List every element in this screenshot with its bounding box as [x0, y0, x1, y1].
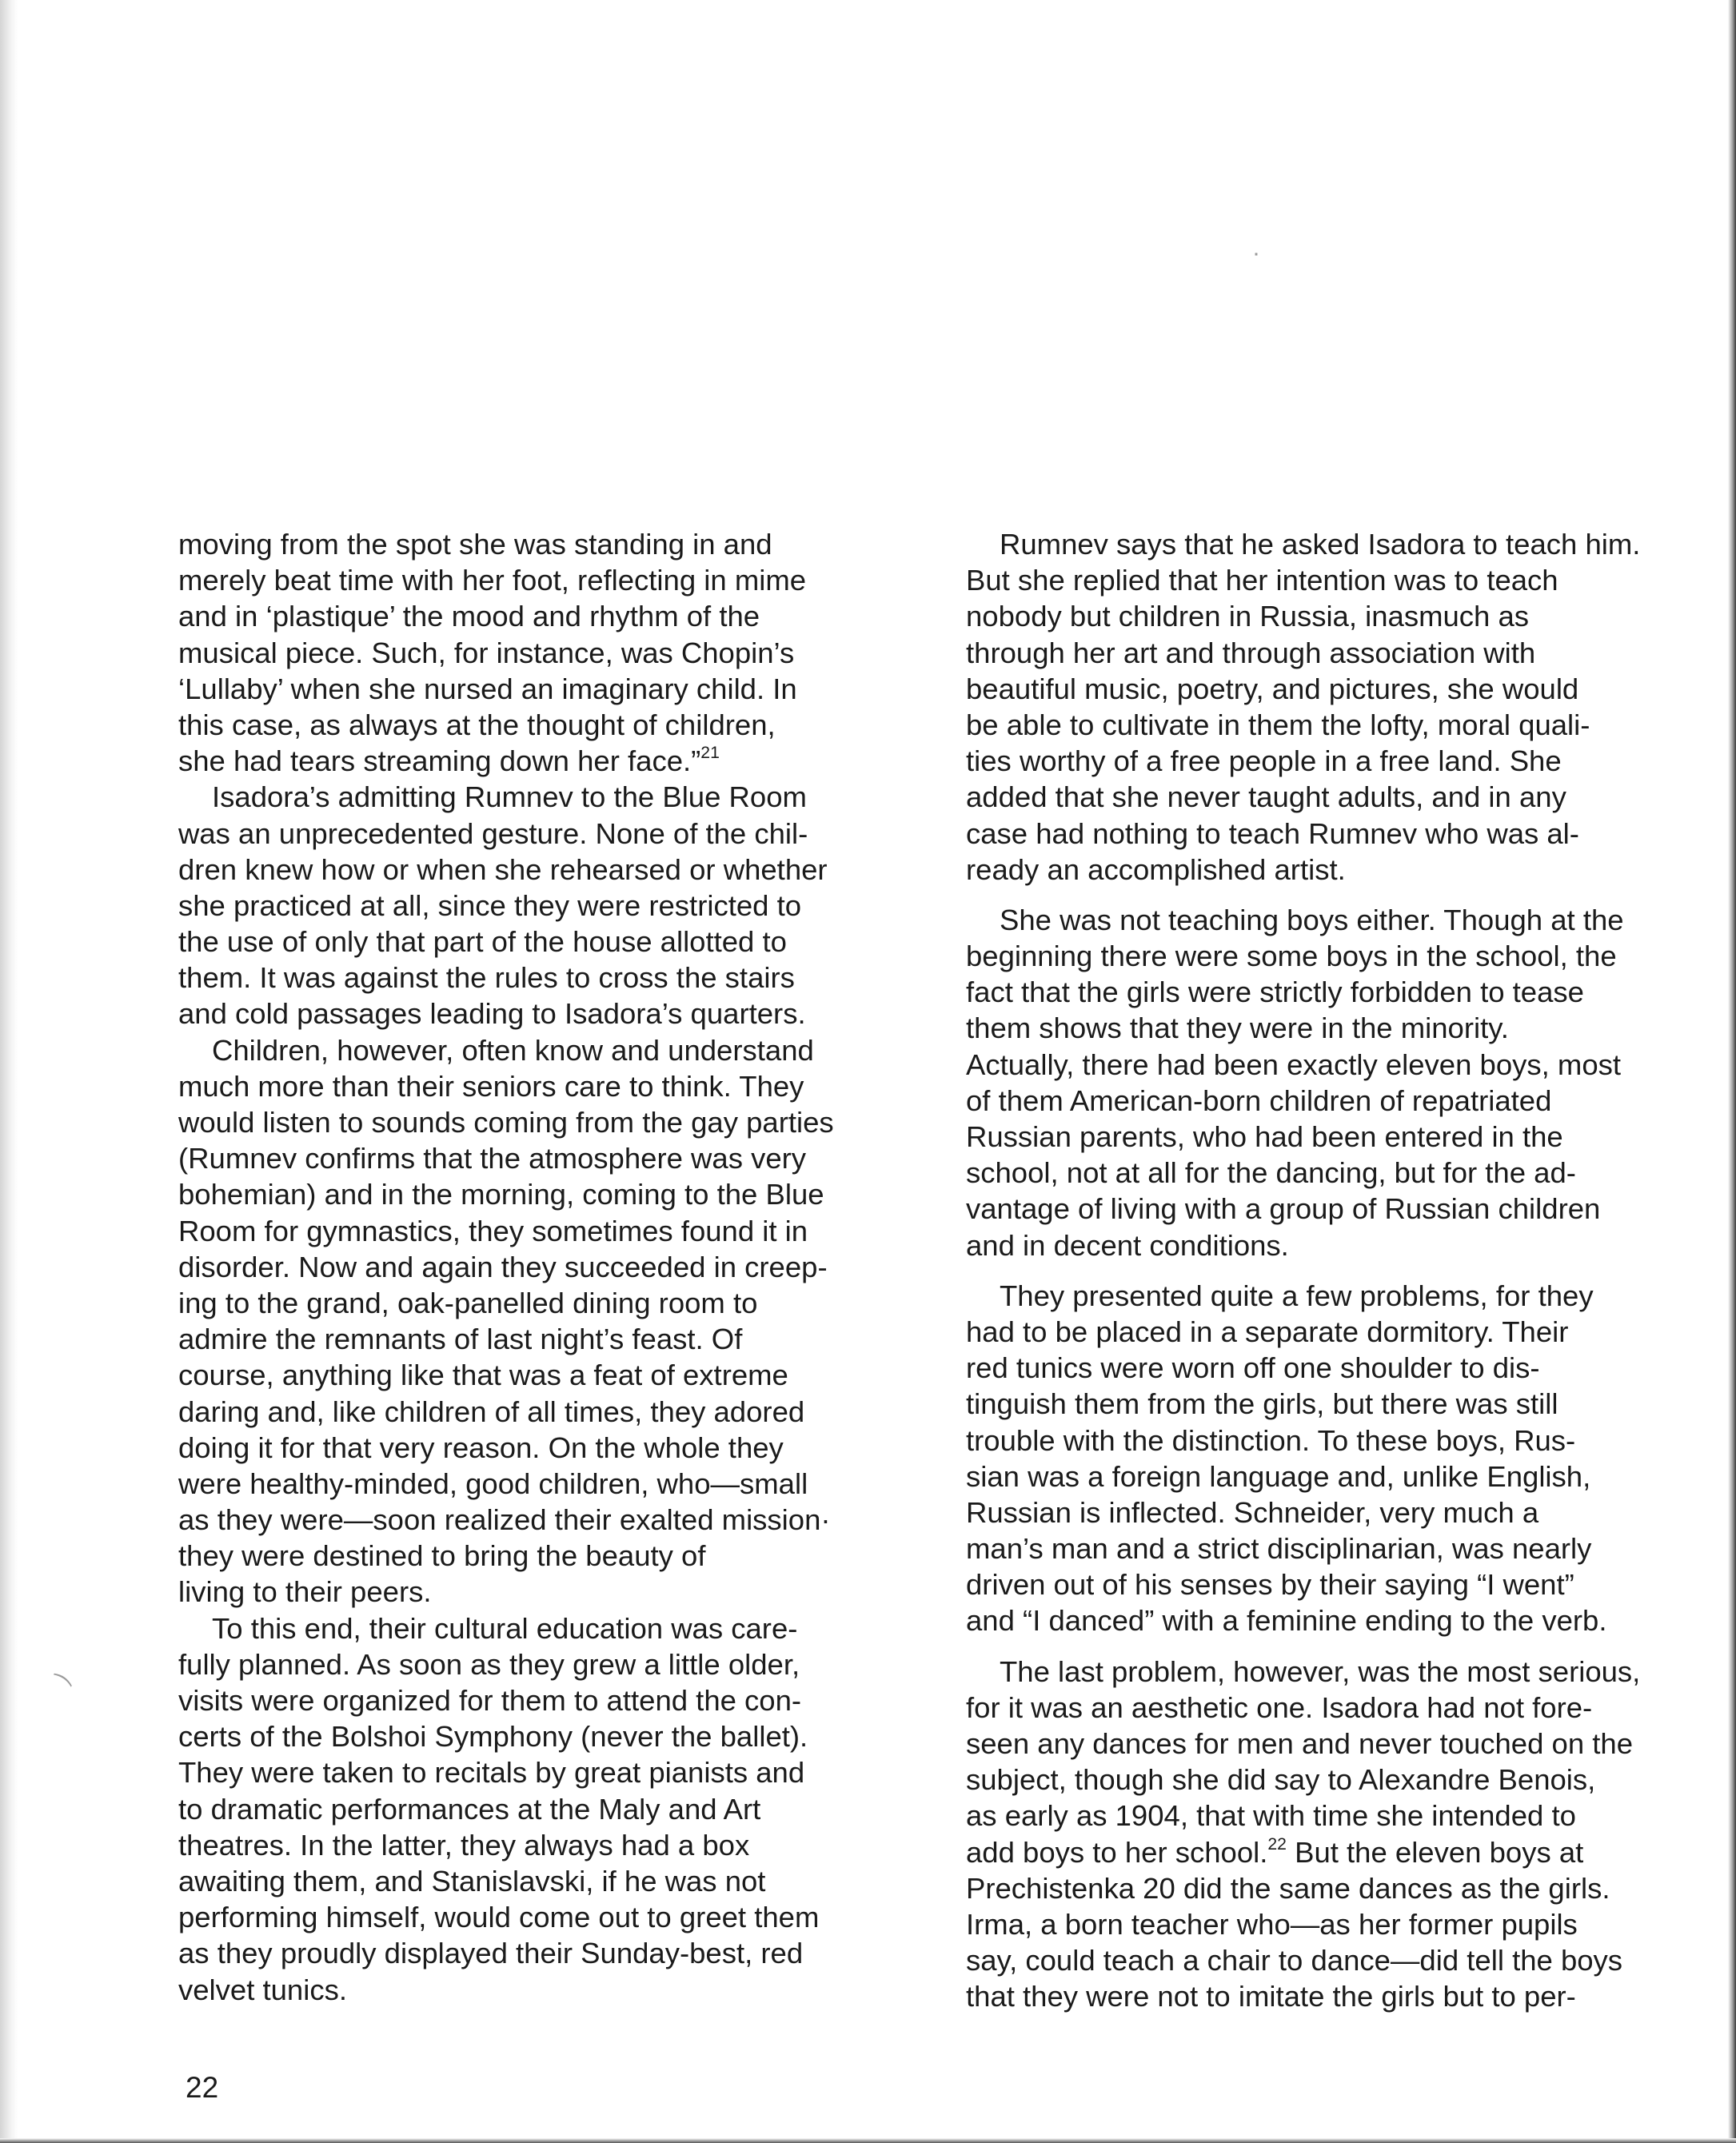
footnote-ref: 21: [700, 744, 720, 763]
text-line: moving from the spot she was standing in and: [178, 528, 772, 561]
text-line: she had tears streaming down her face.”$^{21}$: [178, 744, 720, 778]
text-line: of them American-born children of repatriated: [966, 1083, 1552, 1117]
text-line: daring and, like children of all times, they adored: [178, 1395, 805, 1428]
text-line: had to be placed in a separate dormitory. Their: [966, 1315, 1569, 1348]
text-line: Room for gymnastics, they sometimes found it in: [178, 1214, 808, 1247]
scan-edge-right: [1728, 0, 1736, 2143]
text-line: nobody but children in Russia, inasmuch as: [966, 600, 1530, 633]
text-line: They presented quite a few problems, for they: [1000, 1279, 1594, 1312]
text-line: visits were organized for them to attend the con-: [178, 1684, 802, 1717]
paragraph: [178, 779, 914, 1032]
paragraph: [966, 526, 1710, 888]
text-line: performing himself, would come out to greet them: [178, 1901, 820, 1934]
text-line: case had nothing to teach Rumnev who was al-: [966, 816, 1579, 850]
text-line: and in decent conditions.: [966, 1228, 1289, 1262]
text-line: much more than their seniors care to think. They: [178, 1069, 804, 1103]
text-line: sian was a foreign language and, unlike English,: [966, 1459, 1591, 1493]
text-line: they were destined to bring the beauty of: [178, 1539, 706, 1573]
text-line: was an unprecedented gesture. None of the chil-: [178, 816, 808, 850]
text-line: Irma, a born teacher who—as her former pupils: [966, 1907, 1578, 1941]
paragraph: [178, 1032, 914, 1610]
text-line: merely beat time with her foot, reflecting in mime: [178, 564, 807, 597]
text-line: say, could teach a chair to dance—did tell the boys: [966, 1944, 1623, 1977]
text-line: She was not teaching boys either. Though at the: [1000, 903, 1624, 936]
paragraph: [966, 1654, 1710, 2015]
text-line: red tunics were worn off one shoulder to dis-: [966, 1351, 1540, 1385]
text-line: and “I danced” with a feminine ending to the verb.: [966, 1604, 1607, 1638]
paragraph: [178, 1610, 914, 2008]
scan-edge-left: [0, 0, 18, 2143]
text-line: school, not at all for the dancing, but for the ad-: [966, 1156, 1576, 1190]
text-line: them. It was against the rules to cross the stairs: [178, 961, 795, 995]
text-line: Russian parents, who had been entered in the: [966, 1120, 1563, 1153]
text-line: They were taken to recitals by great pianists and: [178, 1756, 805, 1790]
text-line: admire the remnants of last night’s feast. Of: [178, 1323, 743, 1356]
text-line: The last problem, however, was the most serious,: [1000, 1654, 1641, 1688]
text-line: vantage of living with a group of Russian children: [966, 1192, 1601, 1226]
text-line: To this end, their cultural education was care-: [212, 1611, 798, 1645]
text-line: as early as 1904, that with time she intended to: [966, 1799, 1576, 1833]
text-line: Isadora’s admitting Rumnev to the Blue Room: [212, 780, 807, 814]
text-line: trouble with the distinction. To these boys, Rus-: [966, 1423, 1576, 1457]
text-line: for it was an aesthetic one. Isadora had not fore-: [966, 1690, 1593, 1724]
text-line: Prechistenka 20 did the same dances as the girls.: [966, 1871, 1610, 1905]
text-line: added that she never taught adults, and in any: [966, 780, 1566, 814]
right-text-column: [966, 526, 1710, 2015]
text-line: subject, though she did say to Alexandre Benois,: [966, 1763, 1596, 1797]
text-line: ready an accomplished artist.: [966, 852, 1346, 886]
scan-edge-bottom: [0, 2138, 1736, 2143]
text-line: driven out of his senses by their saying “I went”: [966, 1568, 1574, 1602]
paragraph: [178, 526, 914, 779]
text-line: and cold passages leading to Isadora’s quarters.: [178, 997, 806, 1031]
text-line: course, anything like that was a feat of extreme: [178, 1359, 788, 1392]
text-line: tinguish them from the girls, but there was still: [966, 1387, 1558, 1421]
text-line: them shows that they were in the minority.: [966, 1012, 1509, 1045]
text-line: would listen to sounds coming from the gay parties: [178, 1106, 834, 1139]
text-line: doing it for that very reason. On the whole they: [178, 1431, 784, 1464]
text-line: to dramatic performances at the Maly and Art: [178, 1792, 761, 1826]
text-line: as they were—soon realized their exalted mission·: [178, 1503, 831, 1537]
text-line: certs of the Bolshoi Symphony (never the ballet).: [178, 1720, 808, 1754]
text-line: through her art and through association with: [966, 636, 1536, 669]
stray-mark-left: ⁀: [41, 1673, 72, 1706]
text-line: that they were not to imitate the girls but to per-: [966, 1980, 1576, 2013]
text-line: Children, however, often know and understand: [212, 1033, 814, 1067]
text-line: bohemian) and in the morning, coming to the Blue: [178, 1178, 824, 1211]
text-line: dren knew how or when she rehearsed or whether: [178, 852, 828, 886]
text-line: ing to the grand, oak-panelled dining room to: [178, 1286, 758, 1319]
text-line: Actually, there had been exactly eleven boys, most: [966, 1048, 1622, 1081]
left-text-column: [178, 526, 914, 2008]
text-line: disorder. Now and again they succeeded in creep-: [178, 1250, 828, 1283]
text-line: were healthy-minded, good children, who—small: [178, 1467, 808, 1500]
text-line: man’s man and a strict disciplinarian, was nearly: [966, 1532, 1592, 1566]
text-line: she practiced at all, since they were restricted to: [178, 888, 802, 922]
text-line: ‘Lullaby’ when she nursed an imaginary child. In: [178, 672, 797, 705]
text-line: seen any dances for men and never touched on the: [966, 1727, 1633, 1760]
text-line: Russian is inflected. Schneider, very much a: [966, 1495, 1539, 1529]
paragraph: [966, 1278, 1710, 1639]
text-line: beautiful music, poetry, and pictures, she would: [966, 672, 1579, 705]
text-line: fact that the girls were strictly forbidden to tease: [966, 976, 1584, 1009]
text-line: fully planned. As soon as they grew a little older,: [178, 1647, 800, 1681]
text-line: as they proudly displayed their Sunday-best, red: [178, 1937, 804, 1970]
text-line: velvet tunics.: [178, 1973, 347, 2006]
text-line: and in ‘plastique’ the mood and rhythm of the: [178, 600, 760, 633]
text-line: beginning there were some boys in the school, the: [966, 940, 1617, 973]
text-line: this case, as always at the thought of children,: [178, 708, 776, 741]
stray-mark-top: ·: [1252, 240, 1260, 266]
text-line: But she replied that her intention was to teach: [966, 564, 1558, 597]
page-number: 22: [186, 2071, 219, 2104]
text-line: ties worthy of a free people in a free land. She: [966, 744, 1562, 778]
text-line: awaiting them, and Stanislavski, if he was not: [178, 1864, 766, 1898]
text-line: be able to cultivate in them the lofty, moral quali-: [966, 708, 1590, 741]
text-line: musical piece. Such, for instance, was Chopin’s: [178, 636, 795, 669]
text-line: living to their peers.: [178, 1575, 432, 1609]
text-line: the use of only that part of the house allotted to: [178, 925, 787, 959]
text-line: Rumnev says that he asked Isadora to teach him.: [1000, 528, 1641, 561]
text-line: theatres. In the latter, they always had a box: [178, 1828, 750, 1862]
footnote-ref: 22: [1267, 1834, 1287, 1854]
text-line: (Rumnev confirms that the atmosphere was very: [178, 1142, 807, 1175]
paragraph: [966, 902, 1710, 1263]
text-line: add boys to her school.$^{22}$ But the eleven boys at: [966, 1834, 1584, 1869]
